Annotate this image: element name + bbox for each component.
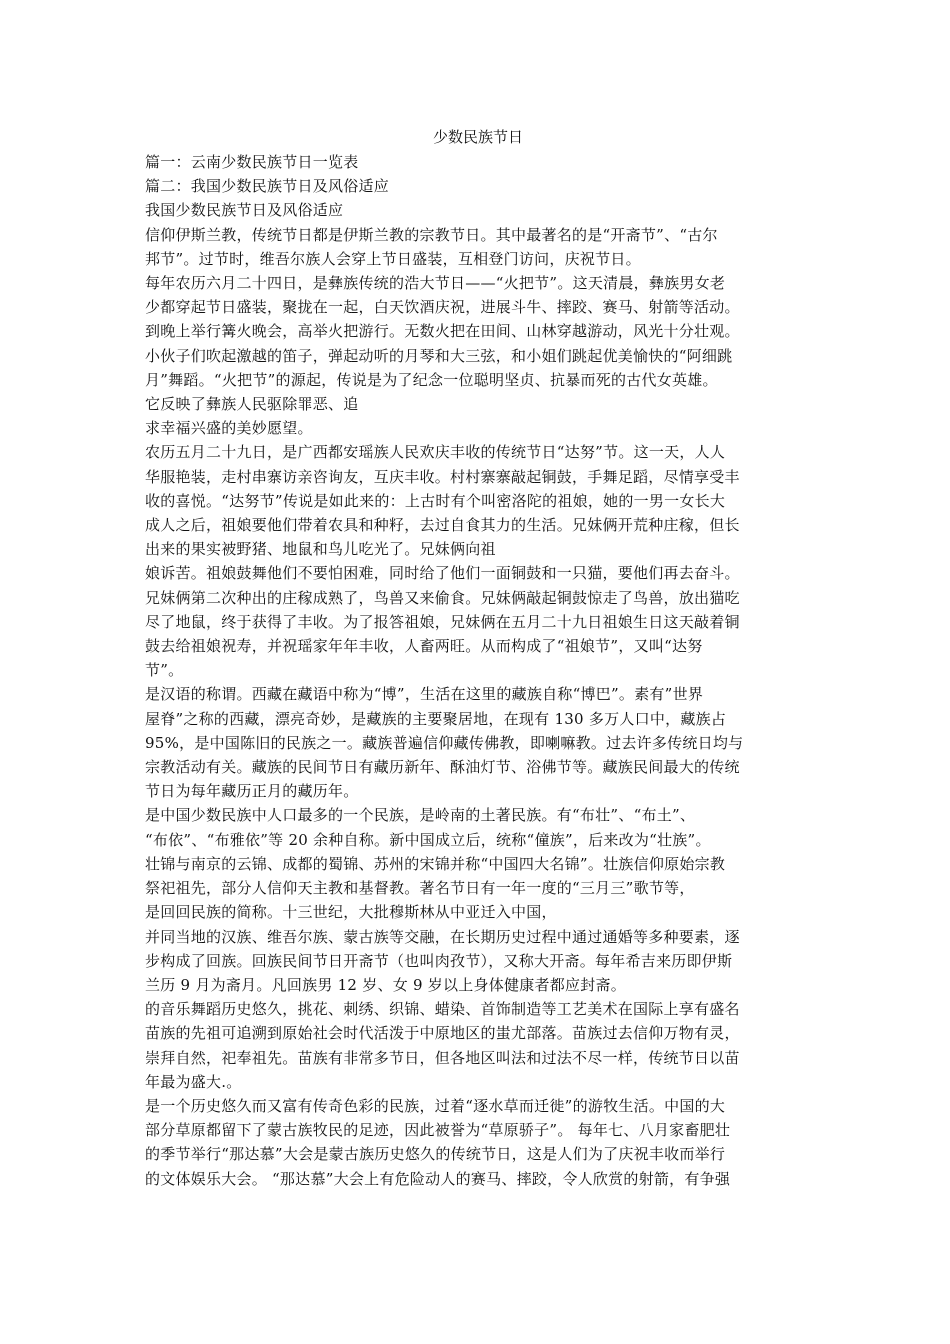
document-title: 少数民族节日 [432,128,523,146]
text-line: 鼓去给祖娘祝寿，并祝瑶家年年丰收，人畜两旺。从而构成了“祖娘节”，又叫“达努 [145,637,703,656]
text-line: “布依”、“布雅依”等 20 余种自称。新中国成立后，统称“僮族”，后来改为“壮族”。 [145,830,711,849]
text-line: 95%，是中国陈旧的民族之一。藏族普遍信仰藏传佛教，即喇嘛教。过去许多传统日均与 [145,733,744,752]
text-line: 篇一：云南少数民族节日一览表 [145,153,359,171]
document-body [145,150,811,1191]
text-line: 节日为每年藏历正月的藏历年。 [145,782,359,801]
text-line: 屋脊”之称的西藏，漂亮奇妙，是藏族的主要聚居地，在现有 130 多万人口中，藏族占 [145,709,727,728]
text-line: 并同当地的汉族、维吾尔族、蒙古族等交融，在长期历史过程中通过通婚等多种要素，逐 [145,927,740,946]
text-line: 年最为盛大.。 [145,1072,242,1091]
text-line: 兄妹俩第二次种出的庄稼成熟了，鸟兽又来偷食。兄妹俩敲起铜鼓惊走了鸟兽，放出猫吃 [145,588,740,607]
text-line: 的季节举行“那达慕”大会是蒙古族历史悠久的传统节日，这是人们为了庆祝丰收而举行 [145,1145,726,1164]
text-line: 它反映了彝族人民驱除罪恶、追 [145,395,359,414]
text-line: 月”舞蹈。“火把节”的源起，传说是为了纪念一位聪明坚贞、抗暴而死的古代女英雄。 [145,370,718,389]
text-line: 成人之后，祖娘要他们带着农具和种籽，去过自食其力的生活。兄妹俩开荒种庄稼，但长 [145,516,740,535]
text-line: 的文体娱乐大会。 “那达慕”大会上有危险动人的赛马、摔跤，令人欣赏的射箭，有争强 [145,1169,731,1188]
text-line: 我国少数民族节日及风俗适应 [145,201,344,220]
text-line: 宗教活动有关。藏族的民间节日有藏历新年、酥油灯节、浴佛节等。藏族民间最大的传统 [145,758,740,777]
text-line: 华服艳装，走村串寨访亲咨询友，互庆丰收。村村寨寨敲起铜鼓，手舞足蹈，尽情享受丰 [145,467,740,486]
text-line: 部分草原都留下了蒙古族牧民的足迹，因此被誉为“草原骄子”。 每年七、八月家畜肥壮 [145,1121,731,1140]
text-line: 壮锦与南京的云锦、成都的蜀锦、苏州的宋锦并称“中国四大名锦”。壮族信仰原始宗教 [145,854,726,873]
text-line: 少都穿起节日盛装，聚拢在一起，白天饮酒庆祝，进展斗牛、摔跤、赛马、射箭等活动。 [145,298,740,317]
text-line: 每年农历六月二十四日，是彝族传统的浩大节日——“火把节”。这天清晨，彝族男女老 [145,274,726,293]
text-line: 兰历 9 月为斋月。凡回族男 12 岁、女 9 岁以上身体健康者都应封斋。 [145,975,627,994]
text-line: 篇二：我国少数民族节日及风俗适应 [145,177,390,196]
text-line: 尽了地鼠，终于获得了丰收。为了报答祖娘，兄妹俩在五月二十九日祖娘生日这天敲着铜 [145,612,740,631]
text-line: 小伙子们吹起激越的笛子，弹起动听的月琴和大三弦，和小姐们跳起优美愉快的“阿细跳 [145,346,733,365]
text-line: 邦节”。过节时，维吾尔族人会穿上节日盛装，互相登门访问，庆祝节日。 [145,249,641,268]
text-line: 苗族的先祖可追溯到原始社会时代活泼于中原地区的蚩尤部落。苗族过去信仰万物有灵， [145,1024,740,1043]
document-page [145,124,811,1191]
text-line: 农历五月二十九日，是广西都安瑶族人民欢庆丰收的传统节日“达努”节。这一天，人人 [145,443,726,462]
text-line: 到晚上举行篝火晚会，高举火把游行。无数火把在田间、山林穿越游动，风光十分壮观。 [145,322,740,341]
text-line: 是回回民族的简称。十三世纪，大批穆斯林从中亚迁入中国， [145,903,557,922]
text-line: 出来的果实被野猪、地鼠和鸟儿吃光了。兄妹俩向祖 [145,540,496,559]
text-line: 求幸福兴盛的美妙愿望。 [145,419,313,438]
text-line: 祭祀祖先，部分人信仰天主教和基督教。著名节日有一年一度的“三月三”歌节等， [145,879,695,898]
text-line: 娘诉苦。祖娘鼓舞他们不要怕困难，同时给了他们一面铜鼓和一只猫，要他们再去奋斗。 [145,564,740,583]
text-line: 节”。 [145,661,184,680]
text-line: 崇拜自然，祀奉祖先。苗族有非常多节日，但各地区叫法和过法不尽一样，传统节日以苗 [145,1048,740,1067]
text-line: 是汉语的称谓。西藏在藏语中称为“博”，生活在这里的藏族自称“博巴”。素有”世界 [145,685,704,704]
text-line: 是一个历史悠久而又富有传奇色彩的民族，过着“逐水草而迁徙”的游牧生活。中国的大 [145,1096,726,1115]
text-line: 步构成了回族。回族民间节日开斋节（也叫肉孜节），又称大开斋。每年希吉来历即伊斯 [145,951,733,970]
text-line: 是中国少数民族中人口最多的一个民族，是岭南的土著民族。有“布壮”、“布土”、 [145,806,696,825]
text-line: 的音乐舞蹈历史悠久，挑花、刺绣、织锦、蜡染、首饰制造等工艺美术在国际上享有盛名 [145,1000,740,1019]
text-line: 信仰伊斯兰教，传统节日都是伊斯兰教的宗教节日。其中最著名的是“开斋节”、“古尔 [145,225,718,244]
text-line: 收的喜悦。“达努节”传说是如此来的：上古时有个叫密洛陀的祖娘，她的一男一女长大 [145,491,726,510]
